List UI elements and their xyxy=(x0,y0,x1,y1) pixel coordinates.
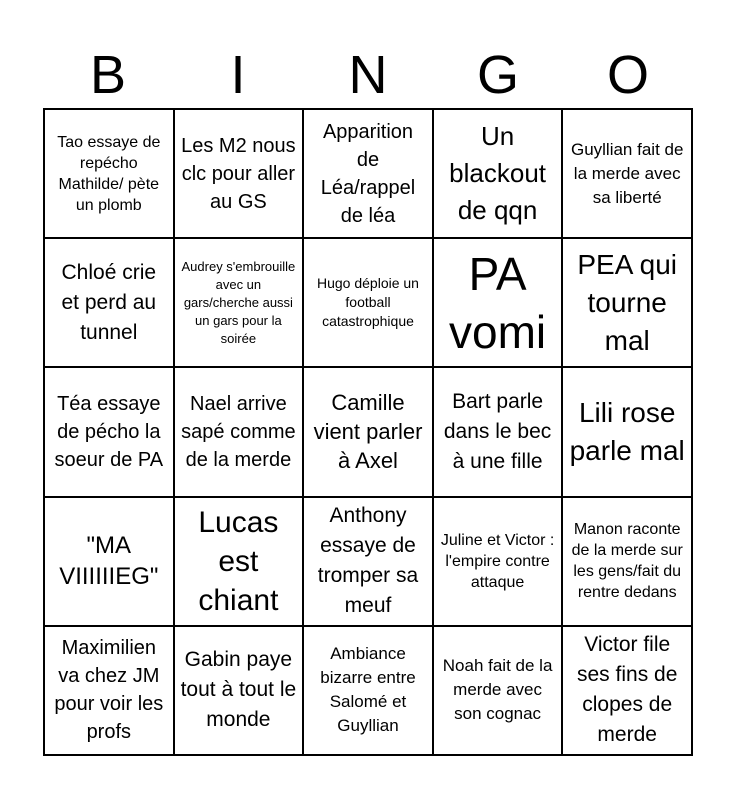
bingo-cell-r5-c2[interactable]: Gabin paye tout à tout le monde xyxy=(174,626,304,755)
header-letter-o: O xyxy=(606,45,649,105)
bingo-cell-r5-c5[interactable]: Victor file ses fins de clopes de merde xyxy=(562,626,692,755)
bingo-header xyxy=(43,42,693,108)
bingo-cell-r4-c3[interactable]: Anthony essaye de tromper sa meuf xyxy=(303,497,433,626)
bingo-cell-r3-c1[interactable]: Téa essaye de pécho la soeur de PA xyxy=(44,367,174,496)
bingo-cell-r1-c4[interactable]: Un blackout de qqn xyxy=(433,109,563,238)
bingo-cell-r1-c3[interactable]: Apparition de Léa/rappel de léa xyxy=(303,109,433,238)
bingo-cell-r2-c3[interactable]: Hugo déploie un football catastrophique xyxy=(303,238,433,367)
bingo-cell-r5-c3[interactable]: Ambiance bizarre entre Salomé et Guyllian xyxy=(303,626,433,755)
header-letter-n: N xyxy=(348,45,388,105)
bingo-cell-r2-c4[interactable]: PA vomi xyxy=(433,238,563,367)
bingo-cell-r1-c5[interactable]: Guyllian fait de la merde avec sa liberté xyxy=(562,109,692,238)
bingo-grid xyxy=(43,108,693,756)
bingo-cell-r4-c2[interactable]: Lucas est chiant xyxy=(174,497,304,626)
bingo-cell-r4-c4[interactable]: Juline et Victor : l'empire contre attaque xyxy=(433,497,563,626)
bingo-cell-r5-c4[interactable]: Noah fait de la merde avec son cognac xyxy=(433,626,563,755)
bingo-cell-r3-c3[interactable]: Camille vient parler à Axel xyxy=(303,367,433,496)
bingo-cell-r2-c5[interactable]: PEA qui tourne mal xyxy=(562,238,692,367)
bingo-cell-r4-c5[interactable]: Manon raconte de la merde sur les gens/fait du rentre dedans xyxy=(562,497,692,626)
header-letter-i: I xyxy=(230,45,246,105)
bingo-cell-r3-c2[interactable]: Nael arrive sapé comme de la merde xyxy=(174,367,304,496)
bingo-cell-r1-c1[interactable]: Tao essaye de repécho Mathilde/ pète un plomb xyxy=(44,109,174,238)
bingo-cell-r3-c5[interactable]: Lili rose parle mal xyxy=(562,367,692,496)
bingo-cell-r2-c1[interactable]: Chloé crie et perd au tunnel xyxy=(44,238,174,367)
bingo-cell-r5-c1[interactable]: Maximilien va chez JM pour voir les profs xyxy=(44,626,174,755)
bingo-cell-r1-c2[interactable]: Les M2 nous clc pour aller au GS xyxy=(174,109,304,238)
header-letter-b: B xyxy=(89,45,127,105)
bingo-cell-r3-c4[interactable]: Bart parle dans le bec à une fille xyxy=(433,367,563,496)
bingo-cell-r4-c1[interactable]: "MA VIIIIIIEG" xyxy=(44,497,174,626)
header-letter-g: G xyxy=(476,45,519,105)
bingo-cell-r2-c2[interactable]: Audrey s'embrouille avec un gars/cherche aussi un gars pour la soirée xyxy=(174,238,304,367)
